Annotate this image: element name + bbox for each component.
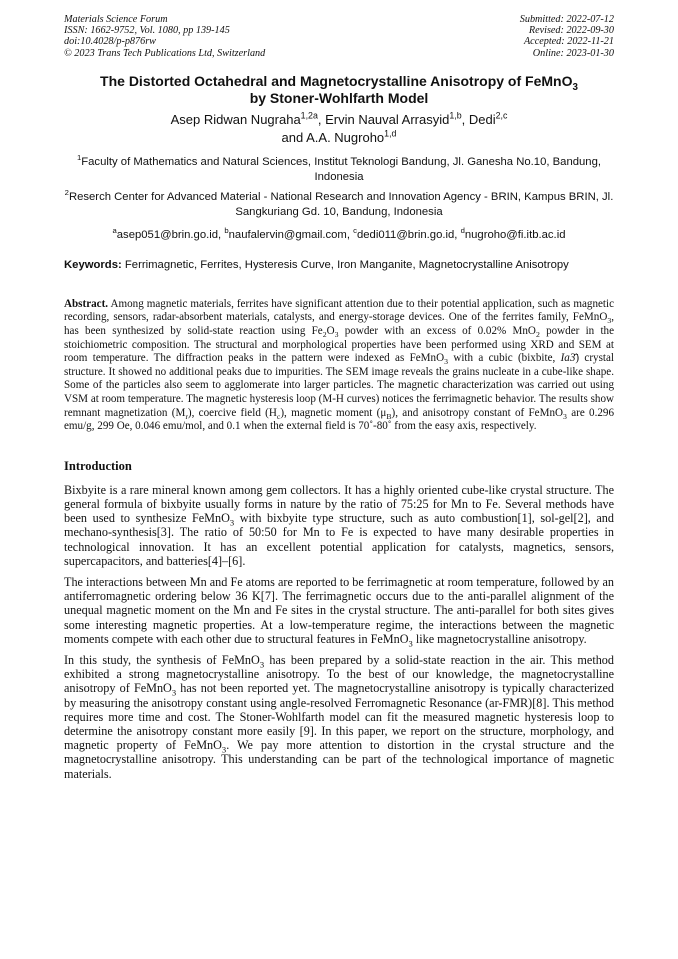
abstract-label: Abstract. [64,297,109,310]
journal-issn: ISSN: 1662-9752, Vol. 1080, pp 139-145 [64,25,230,37]
author-name: , Dedi [461,111,496,127]
affiliation-1: $^1$Faculty of Mathematics and Natural Sciences, Institut Teknologi Bandung, Jl. Ganesha No.10, Bandung, Indonesia [76,153,602,183]
journal-header [64,14,614,59]
keywords-text: Ferrimagnetic, Ferrites, Hysteresis Curve, Iron Manganite, Magnetocrystalline Anisotropy [124,258,569,271]
author-name: Asep Ridwan Nugraha [170,111,301,127]
email-link[interactable]: naufalervin@gmail.com, [228,228,354,241]
keywords [64,258,614,272]
paragraph: Bixbyite is a rare mineral known among gem collectors. It has a highly oriented cube-like crystal structure. The general formula of bixbyite usually forms in nature by the ratio of 75:25 for Mn to Fe. Several methods have been used to synthesize FeMnO$_3$ with bixbyite type structure, such as auto combustion[1], sol-gel[2], and mechano-synthesis[3]. The ratio of 50:50 for Mn to Fe is expected to have many desirable properties in technological innovation. It has an excellent potential application for catalysts, magnetics, sensors, supercapacitors, and batteries[4]–[6]. [64,482,614,568]
email-link[interactable]: nugroho@fi.itb.ac.id [464,228,566,241]
paragraph: The interactions between Mn and Fe atoms are reported to be ferrimagnetic at room temperature, followed by an antiferromagnetic ordering below 36 K[7]. The ferrimagnetic occurs due to the anti-parallel alignment of the unequal magnetic moment on the Mn and Fe sites in the crystal structure. The anti-parallel for both sites gives some interesting magnetic properties. At a low-temperature regime, the interactions between the magnetic moments compete with each other due to structural features in FeMnO$_3$ like magnetocrystalline anisotropy. [64,574,614,649]
journal-name: Materials Science Forum [64,14,168,25]
email-link[interactable]: asep051@brin.go.id, [116,228,225,241]
paper-title: The Distorted Octahedral and Magnetocrystalline Anisotropy of FeMnO$_3$ by Stoner-Wohlfarth Model [100,72,578,106]
author-name: , Ervin Nauval Arrasyid [317,111,450,127]
affiliation-2: $^2$Reserch Center for Advanced Material - National Research and Innovation Agency - BRIN, Kampus BRIN, Jl. Sangkuriang Gd. 10, Bandung, Indonesia [64,188,614,218]
journal-doi: doi:10.4028/p-p876rw [64,36,156,48]
publication-dates [520,14,614,59]
online-date: Online: 2023-01-30 [532,47,614,59]
paper-page [64,14,614,781]
submitted-date: Submitted: 2022-07-12 [519,14,614,25]
section-heading-introduction: Introduction [64,458,132,473]
keywords-label: Keywords: [64,258,122,271]
journal-copyright: © 2023 Trans Tech Publications Ltd, Switzerland [64,47,266,59]
abstract: Abstract. Among magnetic materials, ferrites have significant attention due to their potential application, such as magnetic recording, sensors, radar-absorbent materials, catalysts, and energy-storage devices. One of the ferrites family, FeMnO$_3$, has been synthesized by solid-state reaction using $Fe_2O_3$ powder with an excess of 0.02% MnO$_2$ powder in the stoichiometric composition. The structural and morphological properties have been performed using XRD and SEM at room temperature. The diffraction peaks in the pattern were indexed as FeMnO$_3$ with a cubic (bixbite, Ia3̄) crystal structure. It showed no additional peaks due to impurities. The SEM image reveals the grains nucleate in a cube-like shape. Some of the particles also seem to agglomerate into larger particles. The magnetic characterization was carried out using VSM at room temperature. The magnetic hysteresis loop (M-H curves) notices the ferrimagnetic behavior. The results show remnant magnetization $(M_r)$, coercive field $(H_c)$, magnetic moment $(\mu_B)$, and anisotropy constant of FeMnO$_3$ are 0.296 emu/g, 299 Oe, 0.046 emu/mol, and 0.1 when the external field is 70˚-80˚ from the easy axis, respectively. [64,297,614,433]
paragraph: In this study, the synthesis of FeMnO$_3$ has been prepared by a solid-state reaction in the air. This method exhibited a strong magnetocrystalline anisotropy. To the best of our knowledge, the magnetocrystalline anisotropy of FeMnO$_3$ has not been reported yet. The magnetocrystalline anisotropy is typically characterized by measuring the anisotropy constant using angle-resolved Ferromagnetic Resonance (ar-FMR)[8]. This method requires more time and cost. The Stoner-Wohlfarth model can fit the measured magnetic hysteresis loop to determine the anisotropy constant more easily [9]. In this paper, we report on the structure, morphology, and magnetic property of FeMnO$_3$. We pay more attention to distortion in the crystal structure and the magnetocrystalline anisotropy. This understanding can be part of the technological importance of magnetic materials. [64,652,614,781]
revised-date: Revised: 2022-09-30 [528,25,614,37]
email-link[interactable]: dedi011@brin.go.id, [356,228,461,241]
author-name: and A.A. Nugroho [281,129,385,145]
author-list: Asep Ridwan Nugraha$^{1,2a}$, Ervin Nauval Arrasyid$^{1,b}$, Dedi$^{2,c}$ and A.A. Nugroho$^{1,d}$ [170,110,508,145]
journal-info [64,14,265,59]
accepted-date: Accepted: 2022-11-21 [523,36,614,48]
author-emails: $^a$asep051@brin.go.id, $^b$naufalervin@gmail.com, $^c$dedi011@brin.go.id, $^d$nugroho@fi.itb.ac.id [112,226,566,241]
